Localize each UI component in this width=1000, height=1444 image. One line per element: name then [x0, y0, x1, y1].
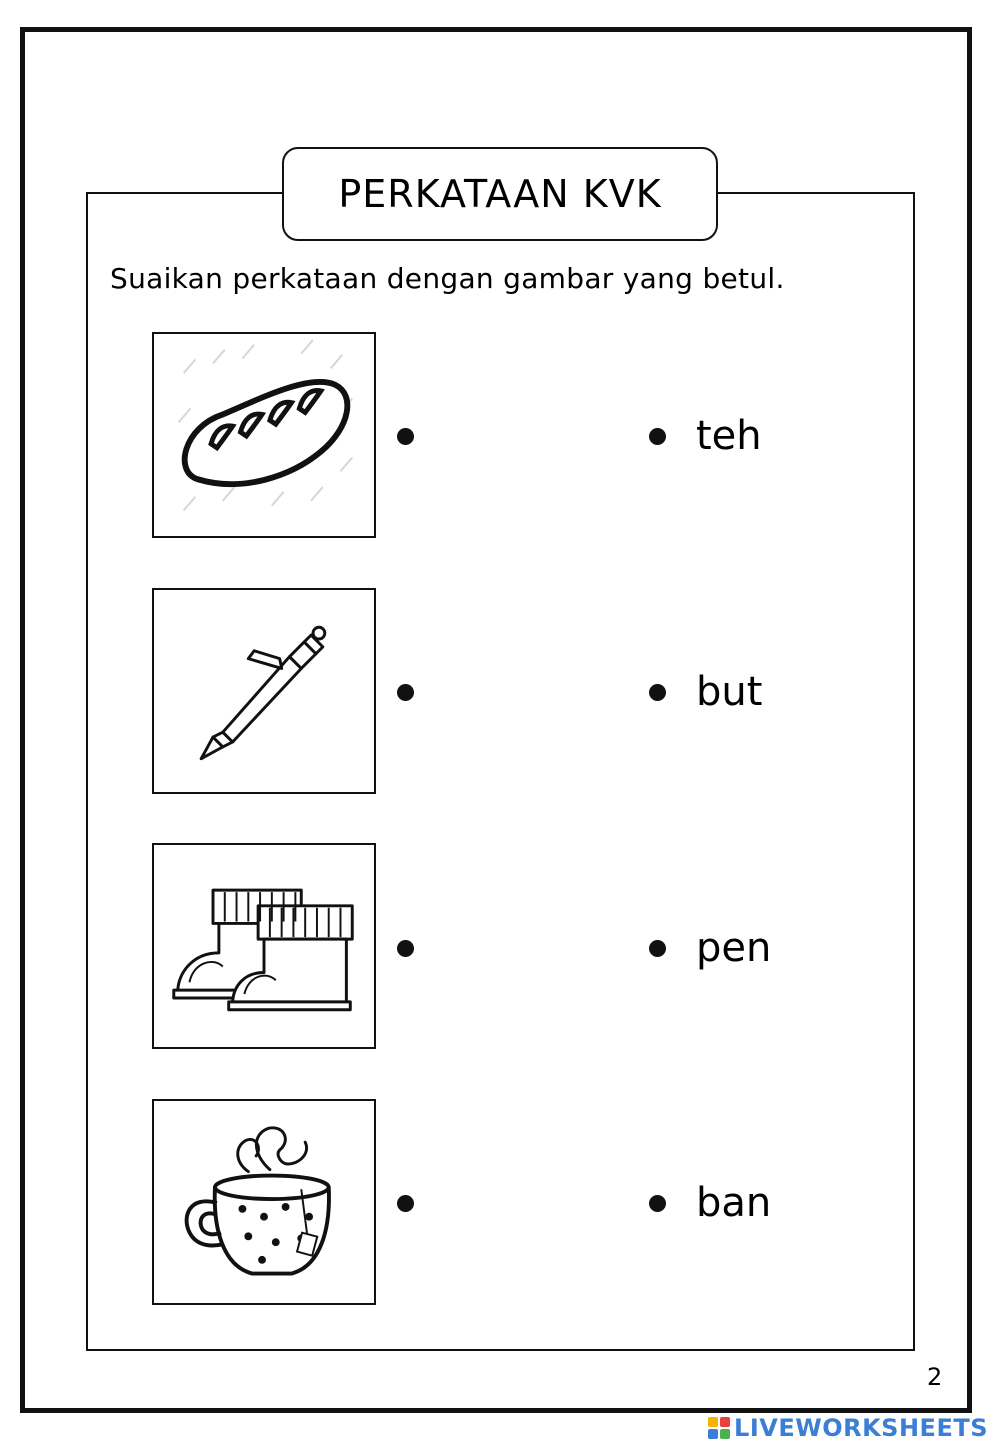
picture-pen [152, 588, 376, 794]
tea-cup-icon [154, 1101, 374, 1303]
page-number: 2 [927, 1363, 943, 1391]
picture-boots [152, 843, 376, 1049]
bread-icon [154, 334, 374, 536]
match-dot-picture-1[interactable] [397, 428, 414, 445]
liveworksheets-watermark [708, 1414, 988, 1442]
watermark-text: LIVEWORKSHEETS [734, 1414, 988, 1442]
pen-icon [154, 590, 374, 792]
match-dot-word-1[interactable] [649, 428, 666, 445]
boots-icon [154, 845, 374, 1047]
picture-tea-cup [152, 1099, 376, 1305]
match-dot-word-3[interactable] [649, 940, 666, 957]
match-dot-picture-2[interactable] [397, 684, 414, 701]
worksheet-title: PERKATAAN KVK [338, 172, 662, 216]
instruction-text: Suaikan perkataan dengan gambar yang betul. [110, 262, 785, 295]
match-dot-picture-4[interactable] [397, 1195, 414, 1212]
match-dot-word-2[interactable] [649, 684, 666, 701]
word-option-3: pen [696, 925, 772, 971]
picture-bread [152, 332, 376, 538]
word-option-2: but [696, 669, 763, 715]
match-dot-word-4[interactable] [649, 1195, 666, 1212]
liveworksheets-logo-icon [708, 1417, 730, 1439]
title-box [282, 147, 718, 241]
match-dot-picture-3[interactable] [397, 940, 414, 957]
word-option-4: ban [696, 1180, 772, 1226]
word-option-1: teh [696, 413, 762, 459]
